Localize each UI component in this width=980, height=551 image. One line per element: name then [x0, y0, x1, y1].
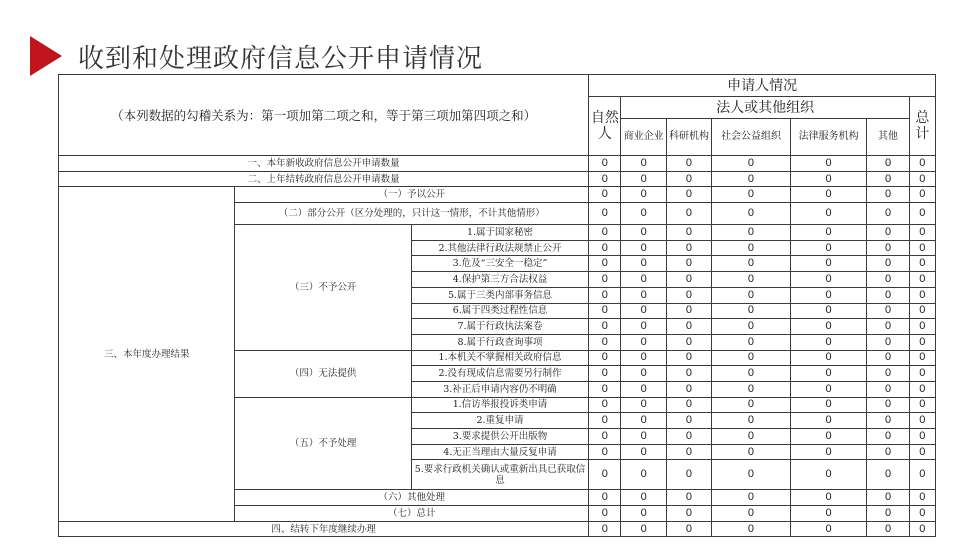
- value-cell: 0: [909, 319, 935, 335]
- value-cell: 0: [666, 303, 711, 319]
- value-cell: 0: [712, 490, 791, 506]
- value-cell: 0: [867, 187, 909, 203]
- value-cell: 0: [867, 350, 909, 366]
- value-cell: 0: [867, 272, 909, 288]
- value-cell: 0: [621, 521, 666, 537]
- value-cell: 0: [589, 429, 621, 445]
- value-cell: 0: [666, 319, 711, 335]
- value-cell: 0: [621, 413, 666, 429]
- value-cell: 0: [909, 203, 935, 225]
- value-cell: 0: [867, 397, 909, 413]
- value-cell: 0: [621, 171, 666, 187]
- value-cell: 0: [589, 156, 621, 172]
- value-cell: 0: [790, 187, 867, 203]
- value-cell: 0: [621, 187, 666, 203]
- value-cell: 0: [909, 366, 935, 382]
- value-cell: 0: [790, 444, 867, 460]
- value-cell: 0: [909, 272, 935, 288]
- value-cell: 0: [790, 156, 867, 172]
- value-cell: 0: [909, 444, 935, 460]
- row-label-g3-item: 8.属于行政查询事项: [411, 334, 588, 350]
- value-cell: 0: [621, 334, 666, 350]
- row-label-g5: （五）不予处理: [235, 397, 411, 490]
- value-cell: 0: [909, 350, 935, 366]
- value-cell: 0: [666, 366, 711, 382]
- value-cell: 0: [666, 225, 711, 241]
- table-row: [59, 187, 936, 203]
- value-cell: 0: [589, 287, 621, 303]
- row-label-g3-item: 6.属于四类过程性信息: [411, 303, 588, 319]
- disclosure-table: [58, 74, 936, 537]
- value-cell: 0: [790, 429, 867, 445]
- value-cell: 0: [790, 460, 867, 490]
- value-cell: 0: [712, 506, 791, 522]
- natural-person-header: 自然人: [589, 97, 621, 156]
- page-title: 收到和处理政府信息公开申请情况: [78, 43, 484, 74]
- value-cell: 0: [909, 156, 935, 172]
- value-cell: 0: [909, 225, 935, 241]
- value-cell: 0: [867, 413, 909, 429]
- value-cell: 0: [790, 303, 867, 319]
- row-label-g6: （六）其他处理: [235, 490, 589, 506]
- value-cell: 0: [909, 413, 935, 429]
- value-cell: 0: [909, 490, 935, 506]
- row-label-g5-item: 2.重复申请: [411, 413, 588, 429]
- value-cell: 0: [621, 272, 666, 288]
- value-cell: 0: [589, 319, 621, 335]
- row-label-g1: （一）予以公开: [235, 187, 589, 203]
- row-label-g3-item: 5.属于三类内部事务信息: [411, 287, 588, 303]
- value-cell: 0: [867, 334, 909, 350]
- value-cell: 0: [909, 256, 935, 272]
- value-cell: 0: [589, 490, 621, 506]
- value-cell: 0: [790, 225, 867, 241]
- value-cell: 0: [712, 240, 791, 256]
- value-cell: 0: [666, 350, 711, 366]
- value-cell: 0: [621, 506, 666, 522]
- total-header: 总计: [909, 97, 935, 156]
- value-cell: 0: [589, 381, 621, 397]
- value-cell: 0: [712, 256, 791, 272]
- value-cell: 0: [621, 490, 666, 506]
- value-cell: 0: [909, 171, 935, 187]
- value-cell: 0: [589, 225, 621, 241]
- value-cell: 0: [867, 156, 909, 172]
- value-cell: 0: [666, 490, 711, 506]
- value-cell: 0: [589, 506, 621, 522]
- value-cell: 0: [712, 521, 791, 537]
- value-cell: 0: [666, 156, 711, 172]
- table-row: [59, 156, 936, 172]
- value-cell: 0: [909, 460, 935, 490]
- row-label-g5-item: 4.无正当理由大量反复申请: [411, 444, 588, 460]
- value-cell: 0: [909, 187, 935, 203]
- value-cell: 0: [621, 156, 666, 172]
- value-cell: 0: [790, 366, 867, 382]
- value-cell: 0: [867, 287, 909, 303]
- value-cell: 0: [621, 256, 666, 272]
- value-cell: 0: [589, 413, 621, 429]
- value-cell: 0: [589, 521, 621, 537]
- value-cell: 0: [790, 381, 867, 397]
- value-cell: 0: [909, 287, 935, 303]
- value-cell: 0: [712, 225, 791, 241]
- table-row: [59, 521, 936, 537]
- value-cell: 0: [867, 203, 909, 225]
- value-cell: 0: [666, 334, 711, 350]
- value-cell: 0: [666, 444, 711, 460]
- subheader-legal-service: 法律服务机构: [790, 119, 867, 156]
- row-label-g3-item: 7.属于行政执法案卷: [411, 319, 588, 335]
- value-cell: 0: [712, 413, 791, 429]
- row-label-g4-item: 1.本机关不掌握相关政府信息: [411, 350, 588, 366]
- value-cell: 0: [666, 203, 711, 225]
- value-cell: 0: [867, 381, 909, 397]
- row-label-results: 三、本年度办理结果: [59, 187, 235, 521]
- value-cell: 0: [712, 460, 791, 490]
- value-cell: 0: [666, 171, 711, 187]
- value-cell: 0: [790, 240, 867, 256]
- value-cell: 0: [712, 287, 791, 303]
- value-cell: 0: [712, 303, 791, 319]
- value-cell: 0: [621, 397, 666, 413]
- value-cell: 0: [589, 350, 621, 366]
- value-cell: 0: [666, 521, 711, 537]
- value-cell: 0: [867, 171, 909, 187]
- legal-org-header: 法人或其他组织: [621, 97, 909, 119]
- row-label-g3-item: 1.属于国家秘密: [411, 225, 588, 241]
- row-label-g3-item: 4.保护第三方合法权益: [411, 272, 588, 288]
- row-label-g3-item: 3.危及“三安全一稳定”: [411, 256, 588, 272]
- subheader-research: 科研机构: [666, 119, 711, 156]
- value-cell: 0: [712, 397, 791, 413]
- value-cell: 0: [712, 381, 791, 397]
- value-cell: 0: [790, 334, 867, 350]
- value-cell: 0: [790, 272, 867, 288]
- page-header: [30, 34, 483, 78]
- value-cell: 0: [589, 460, 621, 490]
- value-cell: 0: [712, 350, 791, 366]
- value-cell: 0: [666, 240, 711, 256]
- value-cell: 0: [790, 521, 867, 537]
- value-cell: 0: [712, 334, 791, 350]
- value-cell: 0: [666, 397, 711, 413]
- value-cell: 0: [790, 350, 867, 366]
- row-label-g4-item: 3.补正后申请内容仍不明确: [411, 381, 588, 397]
- value-cell: 0: [621, 203, 666, 225]
- value-cell: 0: [867, 444, 909, 460]
- row-label-new-apps: 一、本年新收政府信息公开申请数量: [59, 156, 589, 172]
- value-cell: 0: [712, 272, 791, 288]
- value-cell: 0: [666, 256, 711, 272]
- row-label-g4: （四）无法提供: [235, 350, 411, 397]
- table-note: （本列数据的勾稽关系为：第一项加第二项之和，等于第三项加第四项之和）: [59, 75, 589, 156]
- value-cell: 0: [666, 381, 711, 397]
- subheader-other: 其他: [867, 119, 909, 156]
- value-cell: 0: [589, 334, 621, 350]
- value-cell: 0: [666, 506, 711, 522]
- row-label-g3: （三）不予公开: [235, 225, 411, 351]
- value-cell: 0: [712, 429, 791, 445]
- row-label-g7: （七）总计: [235, 506, 589, 522]
- value-cell: 0: [712, 319, 791, 335]
- value-cell: 0: [589, 366, 621, 382]
- value-cell: 0: [867, 460, 909, 490]
- value-cell: 0: [867, 521, 909, 537]
- value-cell: 0: [621, 381, 666, 397]
- value-cell: 0: [712, 203, 791, 225]
- value-cell: 0: [790, 256, 867, 272]
- value-cell: 0: [621, 460, 666, 490]
- value-cell: 0: [790, 506, 867, 522]
- value-cell: 0: [621, 225, 666, 241]
- row-label-carry-next: 四、结转下年度继续办理: [59, 521, 589, 537]
- value-cell: 0: [712, 171, 791, 187]
- value-cell: 0: [621, 287, 666, 303]
- row-label-carried-apps: 二、上年结转政府信息公开申请数量: [59, 171, 589, 187]
- value-cell: 0: [621, 429, 666, 445]
- value-cell: 0: [790, 413, 867, 429]
- value-cell: 0: [589, 397, 621, 413]
- value-cell: 0: [666, 429, 711, 445]
- value-cell: 0: [666, 187, 711, 203]
- subheader-public-welfare: 社会公益组织: [712, 119, 791, 156]
- value-cell: 0: [666, 413, 711, 429]
- value-cell: 0: [909, 381, 935, 397]
- value-cell: 0: [621, 240, 666, 256]
- value-cell: 0: [589, 187, 621, 203]
- value-cell: 0: [790, 319, 867, 335]
- value-cell: 0: [909, 521, 935, 537]
- value-cell: 0: [867, 429, 909, 445]
- value-cell: 0: [909, 303, 935, 319]
- value-cell: 0: [909, 429, 935, 445]
- value-cell: 0: [790, 171, 867, 187]
- value-cell: 0: [621, 303, 666, 319]
- value-cell: 0: [621, 444, 666, 460]
- value-cell: 0: [589, 240, 621, 256]
- row-label-g2: （二）部分公开（区分处理的，只计这一情形，不计其他情形）: [235, 203, 589, 225]
- value-cell: 0: [589, 272, 621, 288]
- value-cell: 0: [909, 397, 935, 413]
- value-cell: 0: [712, 187, 791, 203]
- value-cell: 0: [666, 287, 711, 303]
- value-cell: 0: [621, 350, 666, 366]
- value-cell: 0: [867, 256, 909, 272]
- value-cell: 0: [867, 303, 909, 319]
- applicant-header: 申请人情况: [589, 75, 936, 97]
- row-label-g5-item: 1.信访举报投诉类申请: [411, 397, 588, 413]
- value-cell: 0: [790, 287, 867, 303]
- value-cell: 0: [909, 506, 935, 522]
- value-cell: 0: [867, 319, 909, 335]
- row-label-g4-item: 2.没有现成信息需要另行制作: [411, 366, 588, 382]
- value-cell: 0: [712, 444, 791, 460]
- value-cell: 0: [867, 366, 909, 382]
- value-cell: 0: [712, 366, 791, 382]
- value-cell: 0: [790, 397, 867, 413]
- value-cell: 0: [621, 366, 666, 382]
- value-cell: 0: [867, 225, 909, 241]
- value-cell: 0: [589, 171, 621, 187]
- value-cell: 0: [589, 444, 621, 460]
- value-cell: 0: [589, 203, 621, 225]
- value-cell: 0: [666, 272, 711, 288]
- value-cell: 0: [790, 203, 867, 225]
- value-cell: 0: [867, 506, 909, 522]
- row-label-g5-item: 3.要求提供公开出版物: [411, 429, 588, 445]
- value-cell: 0: [790, 490, 867, 506]
- row-label-g5-item: 5.要求行政机关确认或重新出具已获取信息: [411, 460, 588, 490]
- subheader-commercial: 商业企业: [621, 119, 666, 156]
- value-cell: 0: [909, 240, 935, 256]
- table-row: [59, 171, 936, 187]
- value-cell: 0: [621, 319, 666, 335]
- triangle-arrow-icon: [30, 36, 62, 76]
- value-cell: 0: [589, 303, 621, 319]
- row-label-g3-item: 2.其他法律行政法规禁止公开: [411, 240, 588, 256]
- value-cell: 0: [666, 460, 711, 490]
- value-cell: 0: [712, 156, 791, 172]
- value-cell: 0: [867, 490, 909, 506]
- value-cell: 0: [909, 334, 935, 350]
- value-cell: 0: [867, 240, 909, 256]
- value-cell: 0: [589, 256, 621, 272]
